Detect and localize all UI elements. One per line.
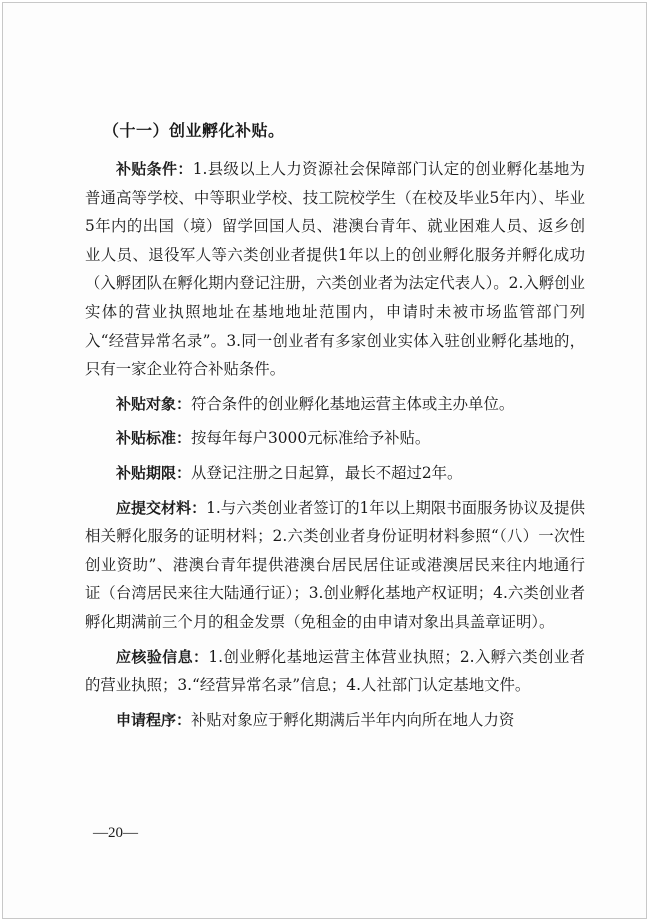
paragraph-subsidy-target	[85, 390, 585, 419]
subsidy-conditions-text: 1.县级以上人力资源社会保障部门认定的创业孵化基地为普通高等学校、中等职业学校、技工院校学生（在校及毕业5年内）、毕业5年内的出国（境）留学回国人员、港澳台青年、就业困难人员、返乡创业人员、退役军人等六类创业者提供1年以上的创业孵化服务并孵化成功（入孵团队在孵化期内登记注册，六类创业者为法定代表人）。2.入孵创业实体的营业执照地址在基地地址范围内，申请时未被市场监管部门列入“经营异常名录”。3.同一创业者有多家创业实体入驻创业孵化基地的，只有一家企业符合补贴条件。	[85, 160, 585, 379]
paragraph-subsidy-standard	[85, 424, 585, 453]
page-content	[85, 119, 585, 740]
required-materials-label: 应提交材料：	[116, 498, 207, 517]
verification-info-text: 1.创业孵化基地运营主体营业执照；2.入孵六类创业者的营业执照；3.“经营异常名录”信息；4.人社部门认定基地文件。	[85, 647, 585, 695]
document-page	[2, 2, 647, 919]
subsidy-conditions-label: 补贴条件：	[116, 160, 193, 178]
page-number: —20—	[93, 825, 138, 841]
required-materials-text: 1.与六类创业者签订的1年以上期限书面服务协议及提供相关孵化服务的证明材料；2.六类创业者身份证明材料参照“（八）一次性创业资助”、港澳台青年提供港澳台居民居住证或港澳居民来往内地通行证（台湾居民来往大陆通行证）；3.创业孵化基地产权证明；4.六类创业者孵化期满前三个月的租金发票（免租金的由申请对象出具盖章证明）。	[85, 498, 585, 631]
subsidy-standard-label: 补贴标准：	[116, 429, 192, 448]
paragraph-subsidy-conditions	[85, 155, 585, 384]
paragraph-required-materials	[85, 494, 585, 637]
paragraph-verification-info	[85, 643, 585, 700]
subsidy-standard-text: 按每年每户3000元标准给予补贴。	[191, 429, 431, 448]
section-title: （十一）创业孵化补贴。	[103, 121, 285, 140]
paragraph-application-procedure	[85, 706, 585, 735]
subsidy-target-text: 符合条件的创业孵化基地运营主体或主办单位。	[191, 394, 515, 413]
application-procedure-label: 申请程序：	[116, 710, 192, 729]
subsidy-period-label: 补贴期限：	[116, 463, 192, 482]
subsidy-target-label: 补贴对象：	[116, 394, 192, 413]
paragraph-subsidy-period	[85, 459, 585, 488]
subsidy-period-text: 从登记注册之日起算，最长不超过2年。	[191, 463, 463, 482]
application-procedure-text: 补贴对象应于孵化期满后半年内向所在地人力资	[191, 710, 515, 729]
verification-info-label: 应核验信息：	[116, 647, 209, 666]
